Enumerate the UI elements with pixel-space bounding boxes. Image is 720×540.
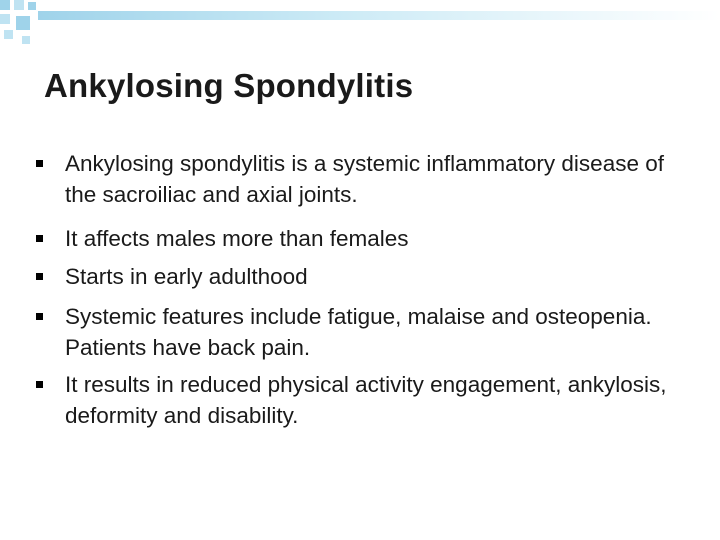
bullet-text: It results in reduced physical activity engagement, ankylosis, deformity and disability. <box>65 372 667 428</box>
decoration-square <box>28 2 36 10</box>
decoration-gradient-bar <box>38 11 720 20</box>
square-bullet-icon <box>36 381 43 388</box>
decoration-square <box>0 0 10 10</box>
bullet-item <box>0 369 720 431</box>
bullet-text: Systemic features include fatigue, malaise and osteopenia. Patients have back pain. <box>65 304 652 360</box>
decoration-square <box>14 0 24 10</box>
slide-decoration <box>0 0 720 50</box>
decoration-square <box>16 16 30 30</box>
bullet-list <box>0 148 720 431</box>
slide-title: Ankylosing Spondylitis <box>44 67 414 104</box>
bullet-text: Starts in early adulthood <box>65 264 308 289</box>
bullet-item <box>0 223 720 254</box>
bullet-item <box>0 261 720 292</box>
square-bullet-icon <box>36 235 43 242</box>
square-bullet-icon <box>36 160 43 167</box>
decoration-square <box>0 14 10 24</box>
decoration-square <box>4 30 13 39</box>
bullet-item <box>0 148 720 210</box>
decoration-square <box>22 36 30 44</box>
bullet-text: Ankylosing spondylitis is a systemic inflammatory disease of the sacroiliac and axial joints. <box>65 151 664 207</box>
square-bullet-icon <box>36 273 43 280</box>
bullet-text: It affects males more than females <box>65 226 409 251</box>
bullet-item <box>0 301 720 363</box>
square-bullet-icon <box>36 313 43 320</box>
